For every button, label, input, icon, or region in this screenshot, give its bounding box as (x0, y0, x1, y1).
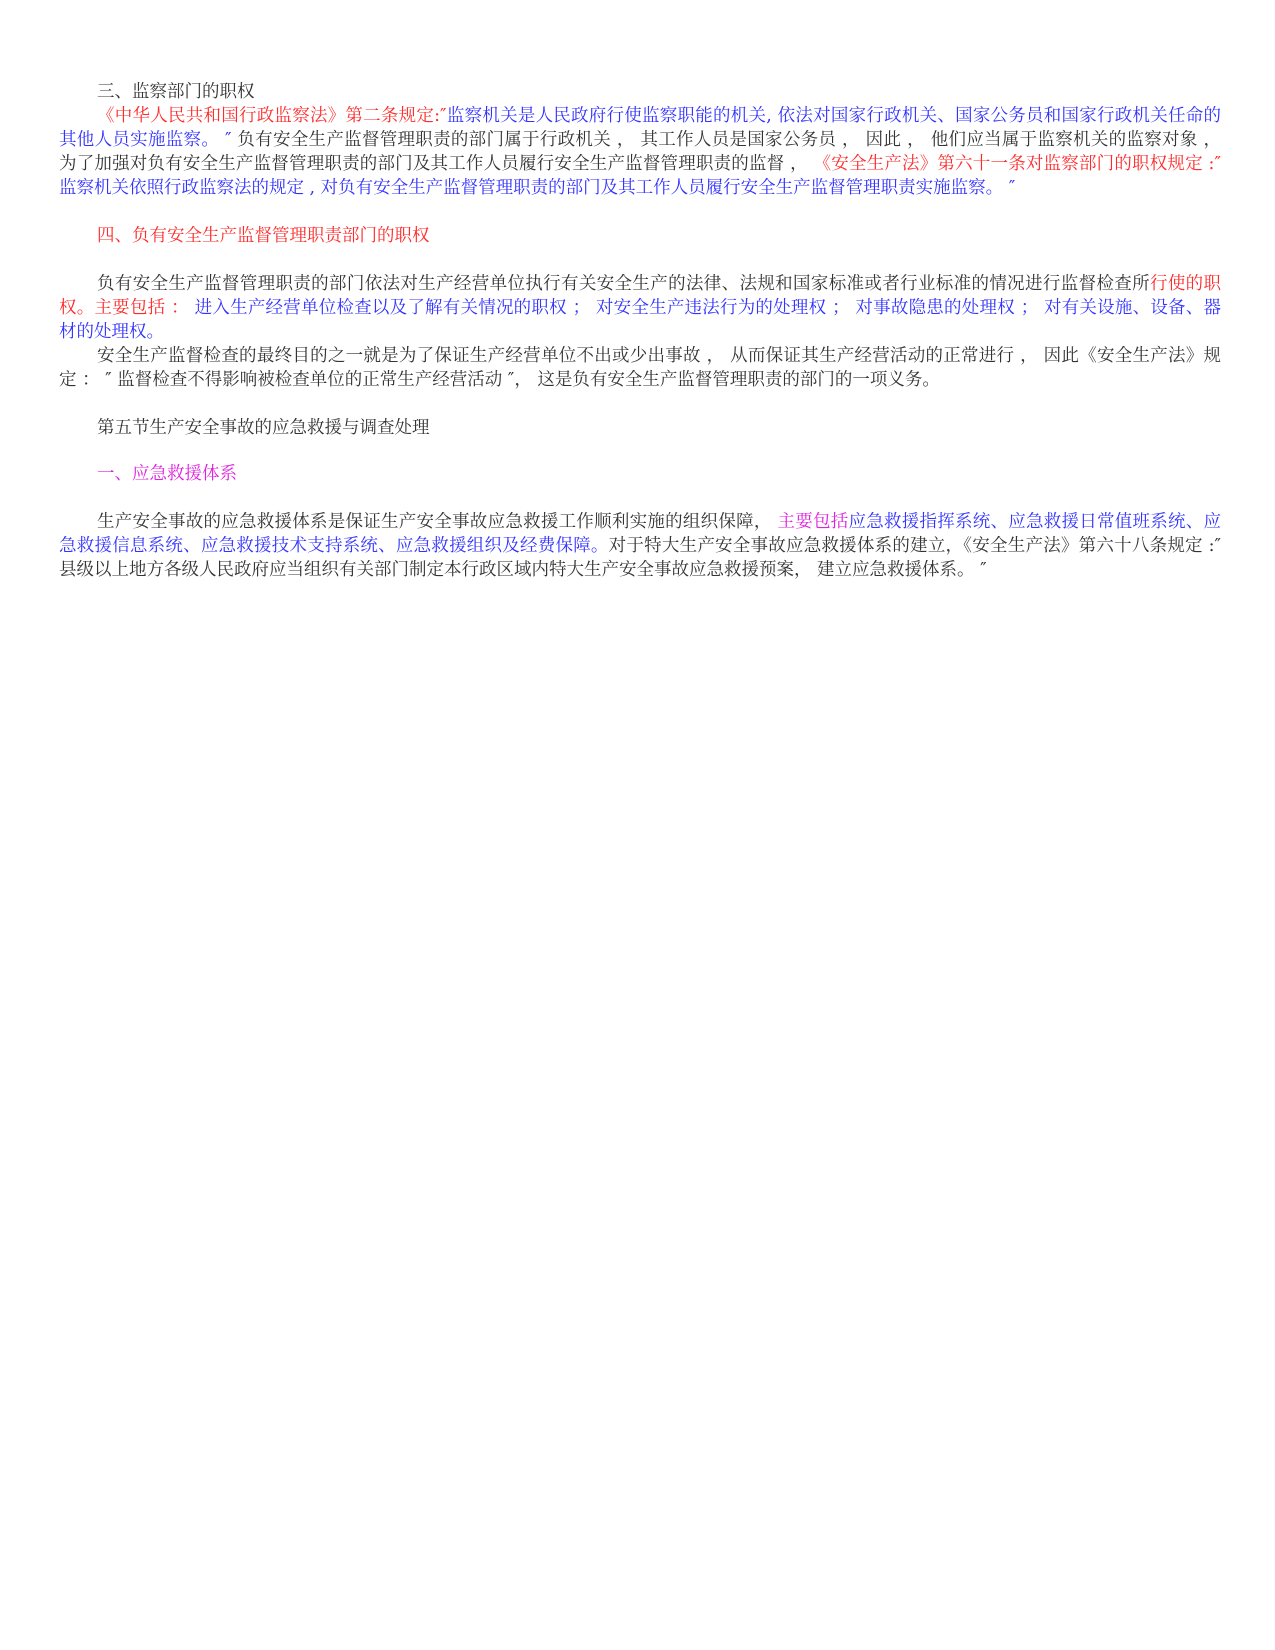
text-run: 对于特大生产安全事故应急救援体系的建立，《安全生产法》第六十八条规定 :″ 县级以上地方各级人民政府应当组织有关部门制定本行政区域内特大生产安全事故应急救援预案， 建立应急救援体系。 ″ (59, 536, 1222, 580)
sub-heading-rescue-system: 一、应急救援体系 (97, 464, 237, 484)
text-run: 进入生产经营单位检查以及了解有关情况的职权 ； 对安全生产违法行为的处理权 ； 对事故隐患的处理权 ； 对有关设施、设备、器材的处理权。 (59, 298, 1222, 342)
text-run: 行使的职权。主要包括 ： (59, 274, 1222, 318)
paragraph-supervision-law (59, 104, 1221, 200)
paragraph-inspection-purpose (59, 344, 1221, 392)
text-run: 监察机关依照行政监察法的规定 , 对负有安全生产监督管理职责的部门及其工作人员履行安全生产监督管理职责实施监察。 ″ (59, 178, 1016, 198)
text-run: 负有安全生产监督管理职责的部门依法对生产经营单位执行有关安全生产的法律、法规和国家标准或者行业标准的情况进行监督检查所 (97, 274, 1150, 294)
text-run: 主要包括 (777, 512, 849, 532)
text-run: 《安全生产法》第六十一条对监察部门的职权规定 :″ (813, 154, 1221, 174)
section-heading-emergency-rescue: 第五节生产安全事故的应急救援与调查处理 (97, 418, 430, 438)
section-heading-safety-dept-powers: 四、负有安全生产监督管理职责部门的职权 (97, 226, 430, 246)
section-heading-supervision-dept: 三、监察部门的职权 (97, 82, 255, 102)
document-page (59, 80, 1221, 582)
text-run: 生产安全事故的应急救援体系是保证生产安全事故应急救援工作顺利实施的组织保障， (97, 512, 778, 532)
paragraph-rescue-system (59, 510, 1221, 582)
paragraph-safety-dept-powers (59, 272, 1221, 344)
text-run: 安全生产监督检查的最终目的之一就是为了保证生产经营单位不出或少出事故 ， 从而保证其生产经营活动的正常进行 ， 因此《安全生产法》规定 ： ″ 监督检查不得影响被检查单位的正常生产经营活动 ″， 这是负有安全生产监督管理职责的部门的一项义务。 (59, 346, 1221, 390)
text-run: 监察机关是人民政府行使监察职能的机关, 依法对国家行政机关、国家公务员和国家行政机关任命的其他人员实施监察。 ″ (59, 106, 1221, 150)
text-run: 负有安全生产监督管理职责的部门属于行政机关 ， 其工作人员是国家公务员 ， 因此 ， 他们应当属于监察机关的监察对象 ， 为了加强对负有安全生产监督管理职责的部门及其工作人员履行安全生产监督管理职责的监督 ， (59, 130, 1221, 174)
text-run: 应急救援指挥系统、应急救援日常值班系统、应急救援信息系统、应急救援技术支持系统、应急救援组织及经费保障。 (59, 512, 1222, 556)
text-run: 《中华人民共和国行政监察法》第二条规定:″ (97, 106, 447, 126)
